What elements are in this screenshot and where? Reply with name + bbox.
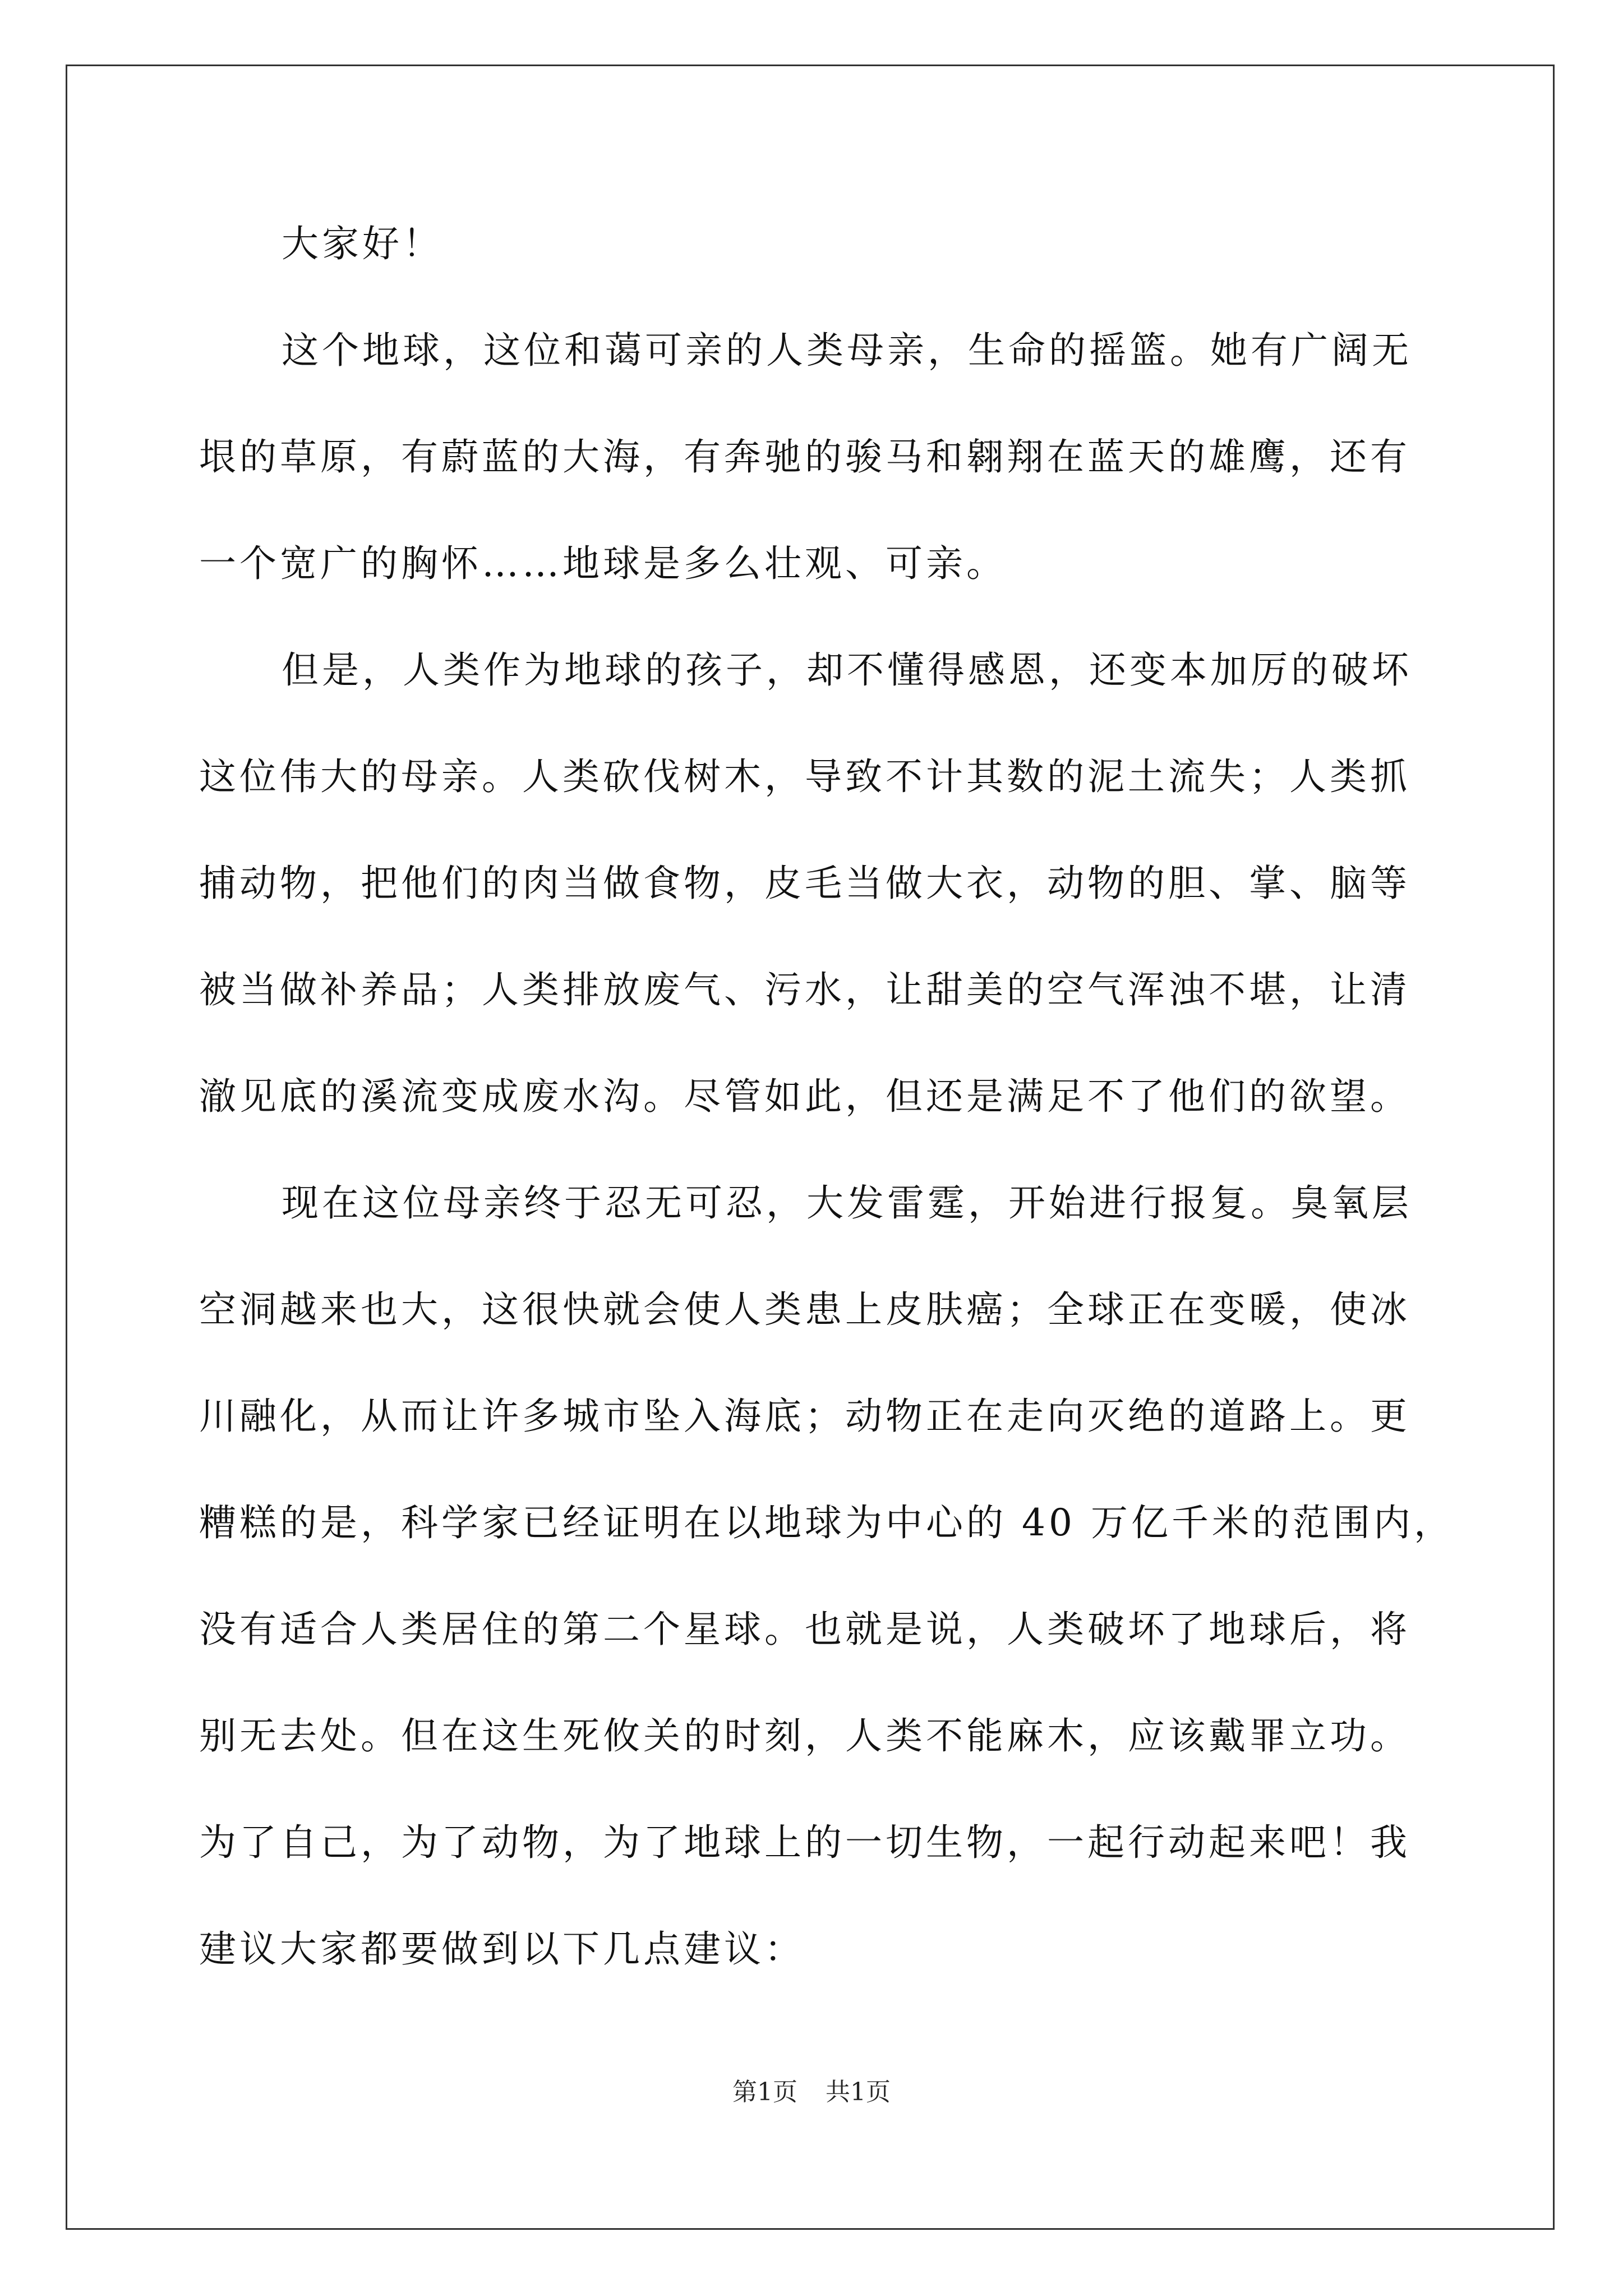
- paragraph-3-line-7: 为了自己，为了动物，为了地球上的一切生物，一起行动起来吧！我: [199, 1821, 1410, 1864]
- paragraph-3-line-8: 建议大家都要做到以下几点建议：: [199, 1927, 805, 1971]
- paragraph-2-line-4: 被当做补养品；人类排放废气、污水，让甜美的空气浑浊不堪，让清: [199, 968, 1410, 1011]
- paragraph-1-line-2: 垠的草原，有蔚蓝的大海，有奔驰的骏马和翱翔在蓝天的雄鹰，还有: [199, 435, 1410, 478]
- page-total: 共1页: [826, 2078, 891, 2106]
- paragraph-3-line-2: 空洞越来也大，这很快就会使人类患上皮肤癌；全球正在变暖，使冰: [199, 1288, 1410, 1331]
- paragraph-2-line-3: 捕动物，把他们的肉当做食物，皮毛当做大衣，动物的胆、掌、脑等: [199, 862, 1410, 905]
- page-footer: [0, 2076, 1623, 2109]
- paragraph-1-line-3: 一个宽广的胸怀……地球是多么壮观、可亲。: [199, 542, 1007, 585]
- paragraph-1-line-1: 这个地球，这位和蔼可亲的人类母亲，生命的摇篮。她有广阔无: [282, 329, 1412, 372]
- page-border: [66, 65, 1555, 2230]
- greeting-line: 大家好！: [282, 222, 443, 265]
- page-number: 第1页: [732, 2078, 797, 2106]
- paragraph-3-line-3: 川融化，从而让许多城市坠入海底；动物正在走向灭绝的道路上。更: [199, 1395, 1410, 1438]
- paragraph-3-line-5: 没有适合人类居住的第二个星球。也就是说，人类破坏了地球后，将: [199, 1608, 1410, 1651]
- paragraph-3-line-6: 别无去处。但在这生死攸关的时刻，人类不能麻木，应该戴罪立功。: [199, 1714, 1410, 1757]
- paragraph-3-line-4: 糟糕的是，科学家已经证明在以地球为中心的 40 万亿千米的范围内，: [199, 1501, 1454, 1544]
- paragraph-2-line-1: 但是，人类作为地球的孩子，却不懂得感恩，还变本加厉的破坏: [282, 648, 1412, 692]
- paragraph-2-line-2: 这位伟大的母亲。人类砍伐树木，导致不计其数的泥土流失；人类抓: [199, 755, 1410, 798]
- paragraph-3-line-1: 现在这位母亲终于忍无可忍，大发雷霆，开始进行报复。臭氧层: [282, 1181, 1412, 1225]
- paragraph-2-line-5: 澈见底的溪流变成废水沟。尽管如此，但还是满足不了他们的欲望。: [199, 1075, 1410, 1118]
